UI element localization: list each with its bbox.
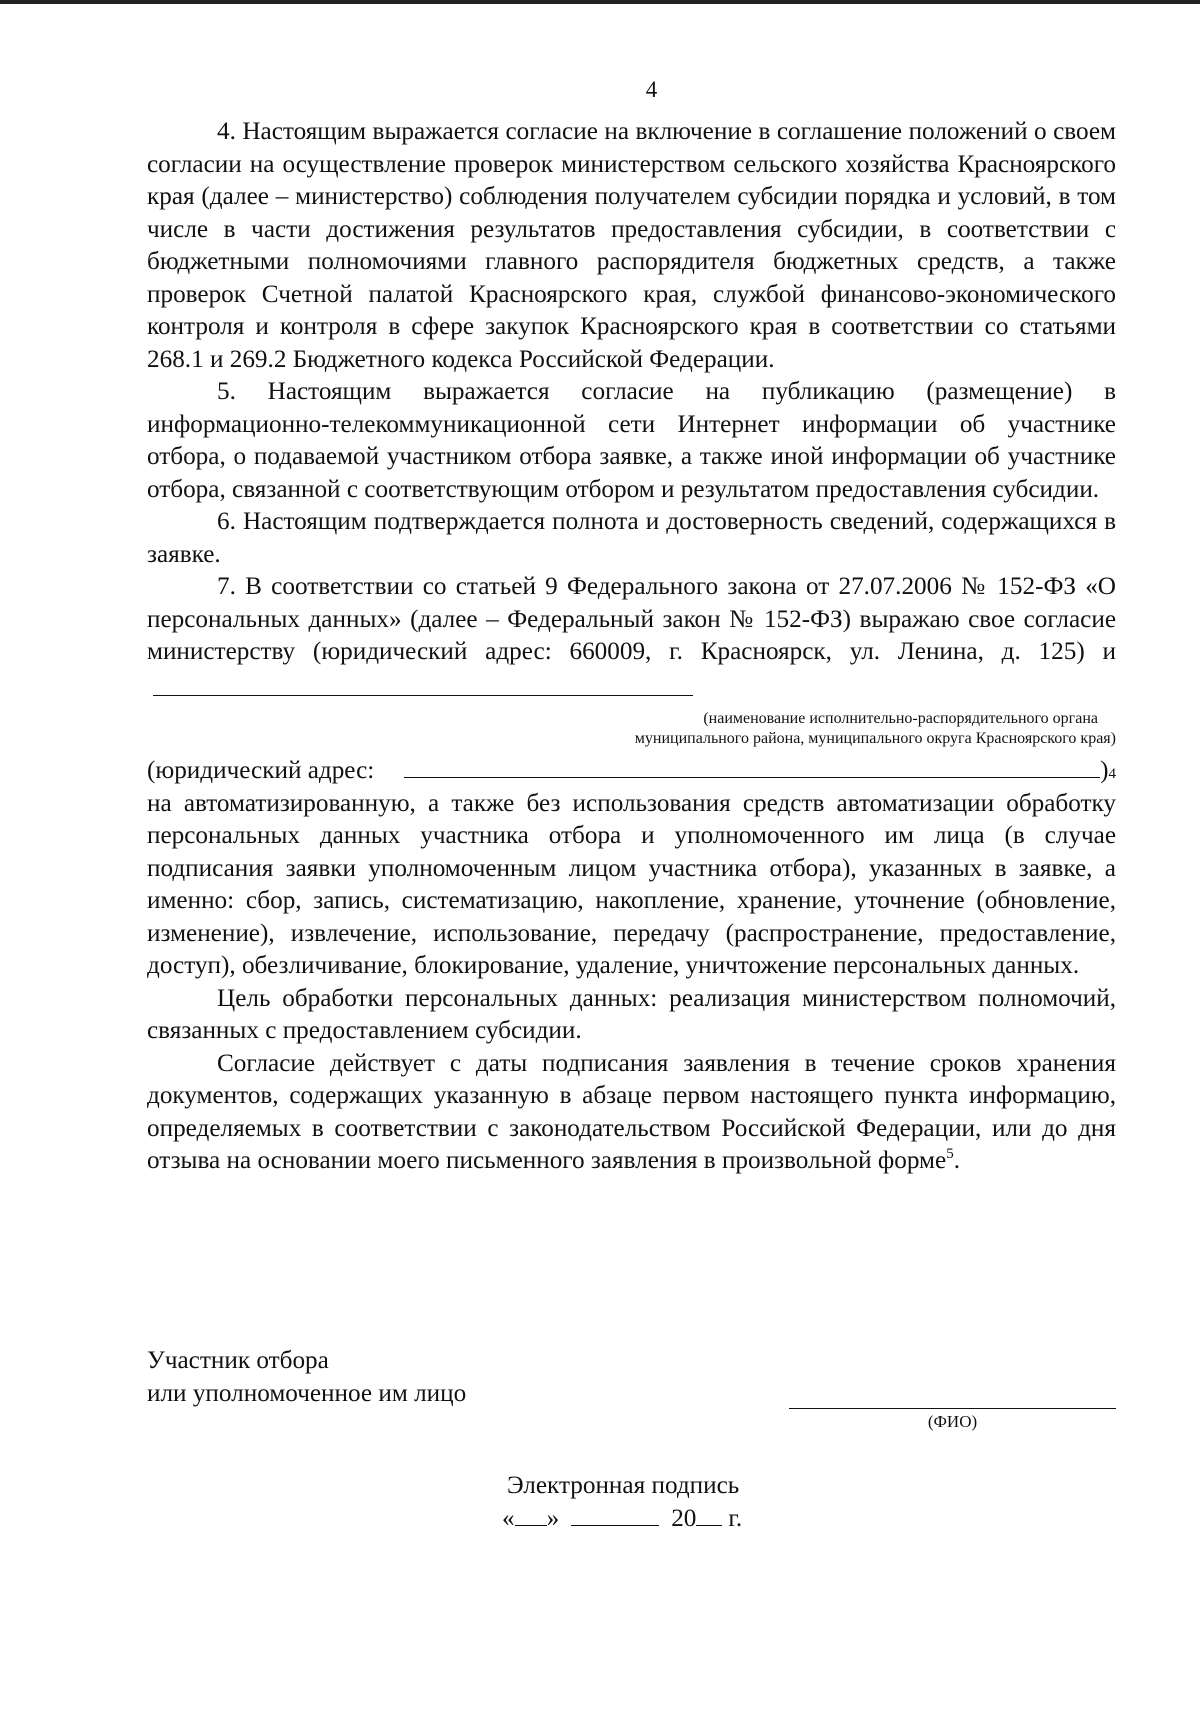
caption-line-1: (наименование исполнительно-распорядительного органа xyxy=(703,710,1098,727)
paragraph-7-continued: на автоматизированную, а также без использования средств автоматизации обработку персональных данных участника отбора и уполномоченного им лица (в случае подписания заявки уполномоченным лицом участника отбора), указанных в заявке, а именно: сбор, запись, систематизацию, накопление, хранение, уточнение (обновление, изменение), извлечение, использование, передачу (распространение, предоставление, доступ), обезличивание, блокирование, удаление, уничтожение персональных данных. xyxy=(147,789,1116,979)
legal-address-label: (юридический адрес: xyxy=(147,757,375,784)
paragraph-7-text: 7. В соответствии со статьей 9 Федерального закона от 27.07.2006 № 152-ФЗ «О персональных данных» (далее – Федеральный закон № 152-ФЗ) выражаю свое согласие министерству (юридический адрес: 660009, г. Красноярск, ул. Ленина, д. 125) и xyxy=(147,573,1116,665)
year-prefix: 20 xyxy=(671,1504,697,1532)
validity-end: . xyxy=(953,1147,960,1174)
footnote-5-marker: 5 xyxy=(946,1146,954,1162)
paragraph-6: 6. Настоящим подтверждается полнота и достоверность сведений, содержащихся в заявке. xyxy=(147,508,1116,568)
signatory-label xyxy=(147,1345,1116,1410)
esig-label: Электронная подпись xyxy=(507,1472,740,1499)
paragraph-7-start xyxy=(147,571,1116,705)
signatory-line-2: или уполномоченное им лицо xyxy=(147,1379,467,1407)
document-body xyxy=(147,116,1116,1178)
scan-top-edge xyxy=(0,0,1200,4)
paragraph-purpose: Цель обработки персональных данных: реализация министерством полномочий, связанных с предоставлением субсидии. xyxy=(147,984,1116,1044)
authority-caption xyxy=(147,709,1116,749)
legal-address-close: ) xyxy=(1100,757,1109,784)
paragraph-4: 4. Настоящим выражается согласие на включение в соглашение положений о своем согласии на осуществление проверок министерством сельского хозяйства Красноярского края (далее – министерство) соблюдения получателем субсидии порядка и условий, в том числе в части достижения результатов предоставления субсидии, в соответствии с бюджетными полномочиями главного распорядителя бюджетных средств, а также проверок Счетной палатой Красноярского края, службой финансово-экономического контроля и контроля в сфере закупок Красноярского края в соответствии со статьями 268.1 и 269.2 Бюджетного кодекса Российской Федерации. xyxy=(147,118,1116,373)
month-blank xyxy=(571,1503,659,1526)
paragraph-5: 5. Настоящим выражается согласие на публикацию (размещение) в информационно-телекоммуникационной сети Интернет информации об участнике отбора, о подаваемой участником отбора заявке, а также иной информации об участнике отбора, связанной с соответствующим отбором и результатом предоставления субсидии. xyxy=(147,378,1116,503)
signatory-line-1: Участник отбора xyxy=(147,1347,329,1374)
validity-text: Согласие действует с даты подписания заявления в течение сроков хранения документов, содержащих указанную в абзаце первом настоящего пункта информацию, определяемых в соответствии с законодательством Российской Федерации, или до дня отзыва на основании моего письменного заявления в произвольной форме xyxy=(147,1049,1116,1174)
caption-line-2: муниципального района, муниципального округа Красноярского края) xyxy=(634,730,1116,747)
legal-address-blank xyxy=(404,753,1100,778)
electronic-signature-block xyxy=(502,1470,822,1535)
day-blank xyxy=(515,1503,547,1526)
page-number: 4 xyxy=(645,77,658,102)
date-close-quote: » xyxy=(546,1504,560,1532)
legal-address-line: (юридический адрес: ) 4 xyxy=(147,753,1116,788)
authority-name-blank xyxy=(153,669,693,696)
fio-caption: (ФИО) xyxy=(927,1412,978,1431)
date-open-quote: « xyxy=(502,1504,515,1532)
date-line xyxy=(502,1503,822,1536)
year-blank xyxy=(696,1503,722,1526)
paragraph-validity xyxy=(147,1048,1116,1178)
date-suffix: г. xyxy=(728,1504,743,1532)
fio-blank xyxy=(789,1408,1116,1409)
